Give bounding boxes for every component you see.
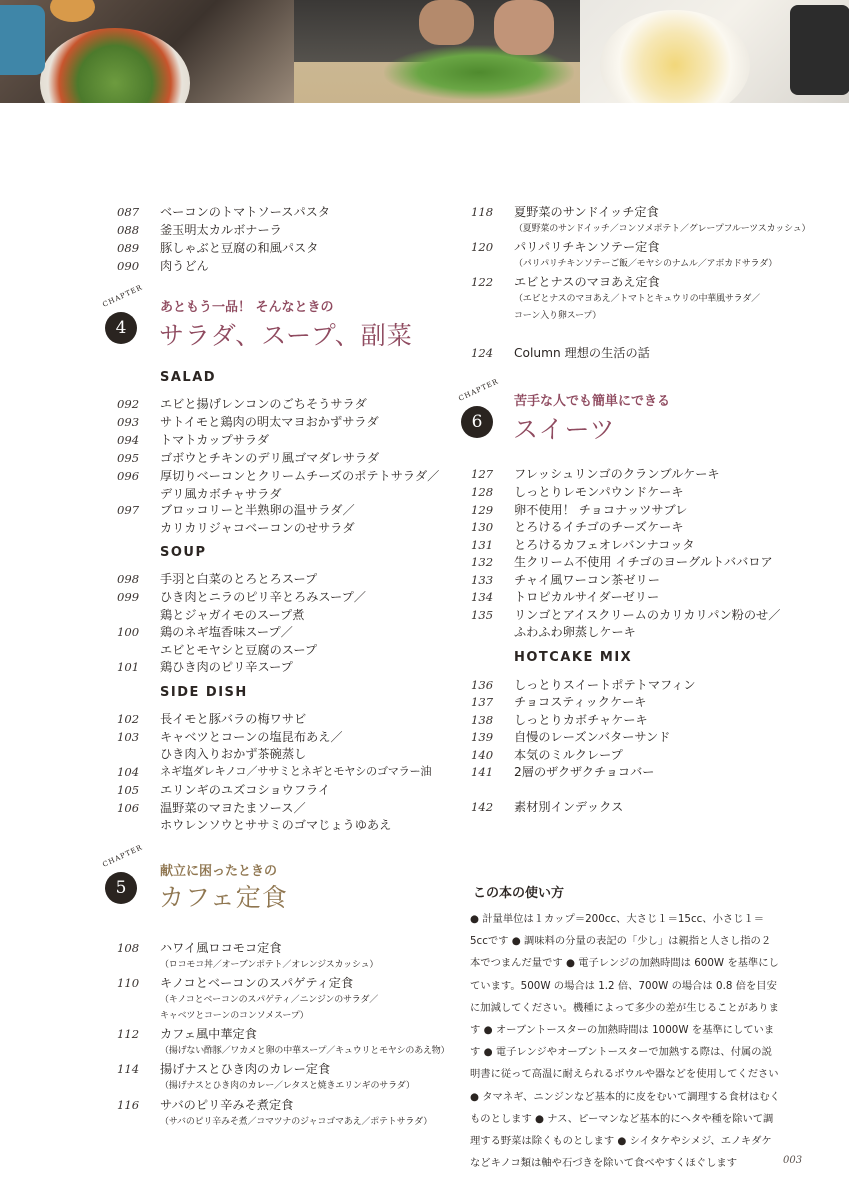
page-number: 136	[471, 678, 494, 692]
chapter-6-header	[457, 377, 797, 446]
entry-title: 鶏のネギ塩香味スープ／	[160, 625, 293, 639]
entry-title: 生クリーム不使用 イチゴのヨーグルトババロア	[514, 555, 773, 569]
page-number: 120	[471, 240, 494, 254]
page-number: 092	[117, 397, 140, 411]
section-heading-hotcake-mix: HOTCAKE MIX	[514, 650, 633, 665]
entry-title: 揚げナスとひき肉のカレー定食	[160, 1062, 331, 1076]
entry-title: ベーコンのトマトソースパスタ	[160, 205, 331, 219]
page-number: 106	[117, 801, 140, 815]
entry-title: ホウレンソウとササミのゴマじょうゆあえ	[160, 818, 392, 832]
entry-title: 鶏とジャガイモのスープ煮	[160, 608, 305, 622]
entry-title: ブロッコリーと半熟卵の温サラダ／	[160, 503, 355, 517]
page-number: 088	[117, 223, 140, 237]
entry-title: しっとりスイートポテトマフィン	[514, 678, 696, 692]
page-number: 134	[471, 590, 494, 604]
page-number: 130	[471, 520, 494, 534]
chapter-tagline: 献立に困ったときの	[160, 864, 278, 879]
entry-title: とろけるイチゴのチーズケーキ	[514, 520, 684, 534]
entry-title: ネギ塩ダレキノコ／ササミとネギとモヤシのゴマラー油	[160, 765, 432, 778]
page-number: 094	[117, 433, 140, 447]
entry-title: しっとりカボチャケーキ	[514, 713, 648, 727]
page-number: 089	[117, 241, 140, 255]
entry-subtitle-text: （サバのピリ辛みそ煮／コマツナのジャコゴマあえ／ポテトサラダ）	[160, 1117, 432, 1127]
page-number: 098	[117, 572, 140, 586]
entry-title: ふわふわ卵蒸しケーキ	[514, 625, 636, 639]
chapter-label: CHAPTER	[101, 843, 144, 869]
page-number: 112	[117, 1027, 140, 1041]
page-number: 124	[471, 346, 494, 360]
page-number: 110	[117, 976, 140, 990]
page-number: 140	[471, 748, 494, 762]
entry-title: ゴボウとチキンのデリ風ゴマダレサラダ	[160, 451, 380, 465]
entry-title: トマトカップサラダ	[160, 433, 270, 447]
entry-title: 鶏ひき肉のピリ辛スープ	[160, 660, 293, 674]
entry-title: 素材別インデックス	[514, 800, 624, 814]
entry-title: 手羽と白菜のとろとろスープ	[160, 572, 318, 586]
section-heading-side-dish: SIDE DISH	[160, 685, 248, 700]
entry-title: 自慢のレーズンバターサンド	[514, 730, 671, 744]
page-number: 102	[117, 712, 140, 726]
page-number: 103	[117, 730, 140, 744]
entry-title: トロピカルサイダーゼリー	[514, 590, 660, 604]
entry-title: サトイモと鶏肉の明太マヨおかずサラダ	[160, 415, 379, 429]
page-number: 132	[471, 555, 494, 569]
entry-title: 肉うどん	[160, 259, 209, 273]
entry-title: デリ風カボチャサラダ	[160, 487, 282, 501]
left-column	[101, 0, 450, 1200]
entry-title: フレッシュリンゴのクランブルケーキ	[514, 467, 720, 481]
chapter-label: CHAPTER	[457, 377, 500, 403]
chapter-4-header	[101, 283, 441, 352]
page-number: 101	[117, 660, 140, 674]
entry-title: キャベツとコーンの塩昆布あえ／	[160, 730, 343, 744]
entry-title: 長イモと豚バラの梅ワサビ	[160, 712, 307, 726]
entry-title: 豚しゃぶと豆腐の和風パスタ	[160, 241, 319, 255]
entry-title: カリカリジャコベーコンのせサラダ	[160, 521, 355, 535]
entry-title: キノコとベーコンのスパゲティ定食	[160, 976, 354, 990]
page-number: 090	[117, 259, 140, 273]
chapter-5-header	[101, 843, 441, 912]
entry-subtitle-text: キャベツとコーンのコンソメスープ）	[160, 1011, 309, 1021]
entry-title: リンゴとアイスクリームのカリカリパン粉のせ／	[514, 608, 781, 622]
page-number: 096	[117, 469, 140, 483]
page-number: 141	[471, 765, 494, 779]
page-number: 131	[471, 538, 494, 552]
section-heading-salad: SALAD	[160, 370, 217, 385]
chapter-tagline: 苦手な人でも簡単にできる	[514, 394, 671, 409]
page-number: 138	[471, 713, 494, 727]
page-number: 137	[471, 695, 494, 709]
page-number: 108	[117, 941, 140, 955]
entry-title: 釜玉明太カルボナーラ	[160, 223, 282, 237]
chapter-number: 5	[105, 872, 137, 904]
entry-title: しっとりレモンパウンドケーキ	[514, 485, 684, 499]
page-number: 099	[117, 590, 140, 604]
chapter-title: カフェ定食	[159, 883, 288, 912]
entry-title: エビと揚げレンコンのごちそうサラダ	[160, 397, 367, 411]
entry-title: Column 理想の生活の話	[514, 346, 650, 360]
page-number: 139	[471, 730, 494, 744]
page-number: 087	[117, 205, 140, 219]
entry-title: ひき肉とニラのピリ辛とろみスープ／	[160, 590, 366, 604]
page-number: 104	[117, 765, 140, 779]
page-number: 105	[117, 783, 140, 797]
page-number: 093	[117, 415, 140, 429]
page-number: 100	[117, 625, 140, 639]
page-number: 129	[471, 503, 494, 517]
page-number: 142	[471, 800, 494, 814]
entry-title: 本気のミルクレープ	[514, 748, 623, 762]
entry-subtitle-text: （夏野菜のサンドイッチ／コンソメポテト／グレープフルーツスカッシュ）	[514, 224, 811, 234]
entry-title: エビとナスのマヨあえ定食	[514, 275, 660, 289]
chapter-number: 4	[105, 312, 137, 344]
entry-title: チャイ風ワーコン茶ゼリー	[514, 573, 660, 587]
page-number: 135	[471, 608, 494, 622]
chapter-tagline: あともう一品！ そんなときの	[160, 300, 334, 315]
howto-heading: この本の使い方	[473, 886, 565, 901]
page-number: 127	[471, 467, 494, 481]
page-number: 122	[471, 275, 494, 289]
page-number: 133	[471, 573, 494, 587]
entry-title: 2層のザクザクチョコバー	[514, 765, 655, 779]
chapter-title: スイーツ	[513, 415, 616, 444]
entry-title: エビとモヤシと豆腐のスープ	[160, 643, 318, 657]
entry-subtitle-text: （パリパリチキンソテーご飯／モヤシのナムル／アボカドサラダ）	[514, 259, 778, 269]
entry-title: 卵不使用！ チョコナッツサブレ	[514, 503, 688, 517]
entry-subtitle-text: （エビとナスのマヨあえ／トマトとキュウリの中華風サラダ／	[514, 294, 760, 304]
entry-title: サバのピリ辛みそ煮定食	[160, 1098, 294, 1112]
entry-title: 夏野菜のサンドイッチ定食	[514, 205, 659, 219]
page-number: 097	[117, 503, 140, 517]
page-number: 114	[117, 1062, 140, 1076]
entry-title: カフェ風中華定食	[160, 1027, 257, 1041]
entry-title: ハワイ風ロコモコ定食	[160, 941, 282, 955]
entry-title: 温野菜のマヨたまソース／	[160, 801, 306, 815]
entry-subtitle-text: コーン入り卵スープ）	[514, 311, 602, 321]
section-heading-soup: SOUP	[160, 545, 207, 560]
entry-title: パリパリチキンソテー定食	[514, 240, 660, 254]
page-number: 128	[471, 485, 494, 499]
entry-subtitle-text: （揚げナスとひき肉のカレー／レタスと焼きエリンギのサラダ）	[160, 1081, 415, 1091]
page-number-footer: 003	[783, 1155, 803, 1166]
entry-title: エリンギのユズコショウフライ	[160, 783, 331, 797]
entry-subtitle-text: （キノコとベーコンのスパゲティ／ニンジンのサラダ／	[160, 995, 379, 1005]
entry-title: チョコスティックケーキ	[514, 695, 647, 709]
entry-subtitle-text: （揚げない酢豚／ワカメと卵の中華スープ／キュウリとモヤシのあえ物）	[160, 1046, 450, 1056]
page-number: 095	[117, 451, 140, 465]
chapter-label: CHAPTER	[101, 283, 144, 309]
entry-subtitle-text: （ロコモコ丼／オーブンポテト／オレンジスカッシュ）	[160, 960, 379, 970]
chapter-title: サラダ、スープ、副菜	[159, 321, 413, 350]
entry-title: とろけるカフェオレバンナコッタ	[514, 538, 695, 552]
chapter-number: 6	[461, 406, 493, 438]
entry-title: 厚切りベーコンとクリームチーズのポテトサラダ／	[160, 469, 440, 483]
howto-body: ● 計量単位は１カップ＝200cc、大さじ１＝15cc、小さじ１＝5ccです ● 調味料の分量の表記の「少し」は親指と人さし指の２本でつまんだ量です ● 電子レンジの加熱時間は 600W を基準にしています。500W の場合は 1.2 倍、700W の場合は 0.8 倍を目安に加減してください。機種によって多少の差が生じることがあります ● オーブントースターの加熱時間は 1000W を基準にしています ● 電子レンジやオーブントースターで加熱する際は、付属の説明書に従って高温に耐えられるボウルや器などを使用してください ● タマネギ、ニンジンなど基本的に皮をむいて調理する食材はむくものとします ● ナス、ピーマンなど基本的にヘタや種を除いて調理する野菜は除くものとします ● シイタケやシメジ、エノキダケなどキノコ類は軸や石づきを除いて食べやすくほぐします	[470, 913, 780, 1170]
page-number: 116	[117, 1098, 140, 1112]
entry-title: ひき肉入りおかず茶碗蒸し	[160, 747, 307, 761]
page-number: 118	[471, 205, 494, 219]
